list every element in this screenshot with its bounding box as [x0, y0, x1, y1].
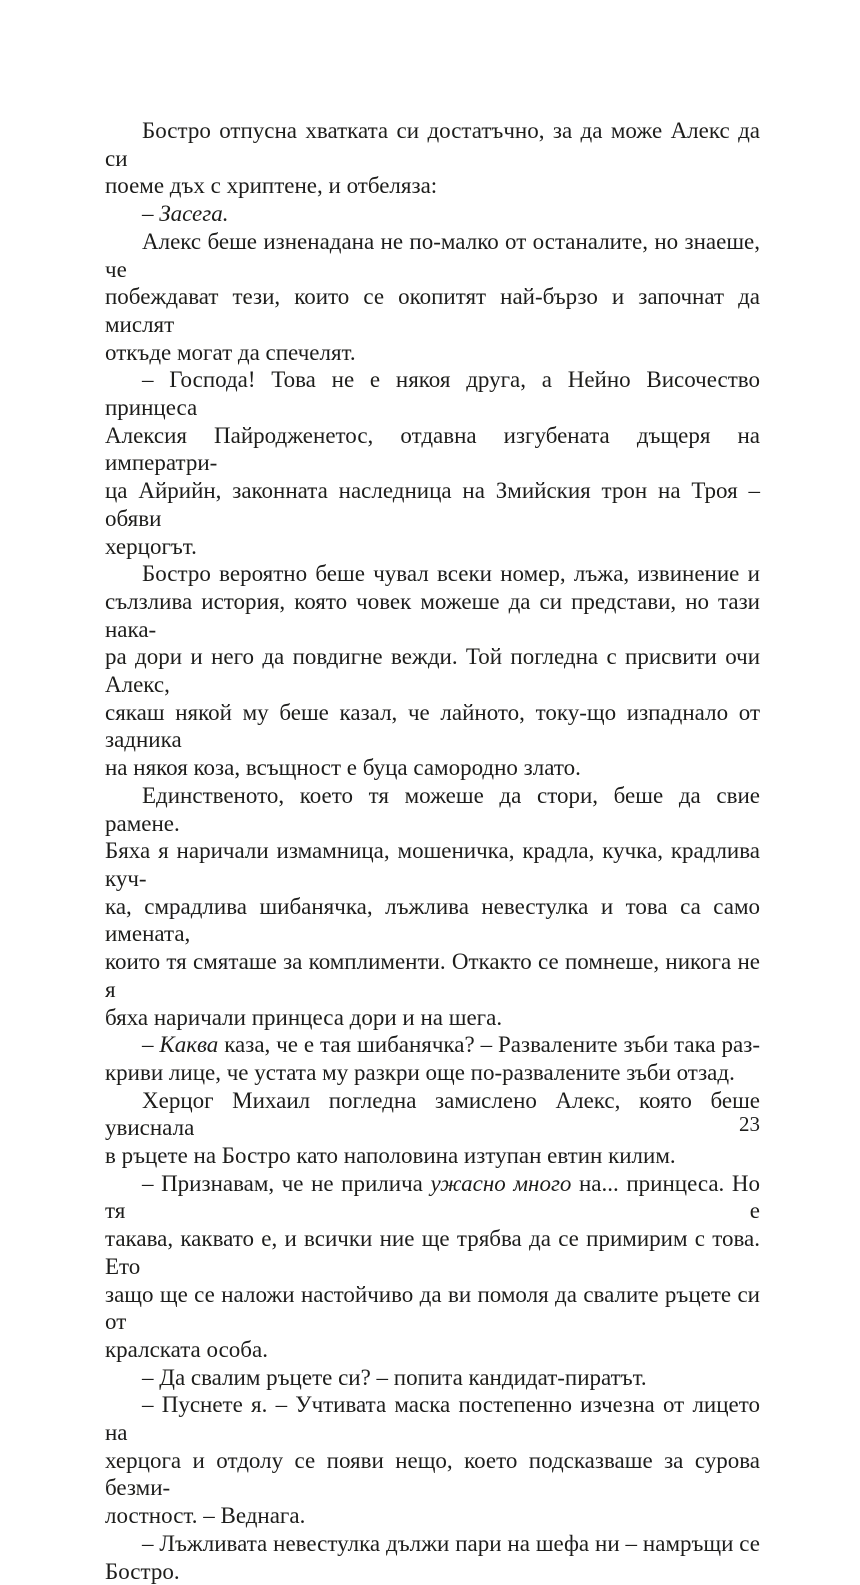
text-line	[105, 1364, 760, 1392]
text-line	[105, 339, 760, 367]
text-line	[105, 366, 760, 421]
text-line	[105, 200, 760, 228]
text-segment: кралската особа.	[105, 1336, 268, 1362]
text-segment: на... принцеса. Но тя е	[105, 1170, 760, 1224]
text-segment: такава, каквато е, и всички ние ще трябва да се примирим с това. Ето	[105, 1226, 760, 1279]
text-segment: побеждават тези, които се окопитят най-бързо и започнат да мислят	[105, 284, 760, 337]
text-block	[105, 117, 760, 1585]
text-line	[105, 1059, 760, 1087]
text-line	[105, 172, 760, 200]
text-segment: на някоя коза, всъщност е буца самородно злато.	[105, 755, 581, 781]
text-line	[105, 1142, 760, 1170]
text-segment: херцога и отдолу се появи нещо, което подсказваше за сурова безми-	[105, 1447, 760, 1501]
text-segment: ка, смрадлива шибанячка, лъжлива невестулка и това са само имената,	[105, 893, 760, 947]
text-line	[105, 1225, 760, 1280]
text-segment: Бяха я наричали измамница, мошеничка, крадла, кучка, крадлива куч-	[105, 838, 760, 891]
text-segment: криви лице, че устата му разкри още по-развалените зъби отзад.	[105, 1059, 735, 1085]
text-segment: Бостро.	[105, 1558, 180, 1584]
text-segment: – Господа! Това не е някоя друга, а Нейно Височество принцеса	[105, 367, 760, 421]
text-line	[105, 837, 760, 892]
text-segment: в ръцете на Бостро като наполовина изтупан евтин килим.	[105, 1143, 676, 1169]
text-line	[105, 1170, 760, 1225]
text-line	[105, 643, 760, 698]
italic-text: Засега.	[159, 201, 229, 227]
text-segment: –	[142, 201, 160, 227]
text-segment: – Лъжливата невестулка дължи пари на шефа ни – намръщи се	[142, 1530, 760, 1556]
text-line	[105, 699, 760, 754]
italic-text: Каква	[159, 1032, 219, 1058]
text-line	[105, 1447, 760, 1502]
text-segment: Единственото, което тя можеше да стори, беше да свие рамене.	[105, 782, 760, 836]
text-line	[105, 1502, 760, 1530]
text-line	[105, 948, 760, 1003]
text-segment: защо ще се наложи настойчиво да ви помоля да свалите ръцете си от	[105, 1281, 760, 1335]
text-line	[105, 1391, 760, 1446]
text-line	[105, 283, 760, 338]
page-number: 23	[739, 1112, 760, 1136]
text-line	[105, 117, 760, 172]
text-line	[105, 1558, 760, 1585]
text-segment: ца Айрийн, законната наследница на Змийския трон на Троя – обяви	[105, 478, 760, 531]
text-line	[105, 228, 760, 283]
text-line	[105, 533, 760, 561]
text-segment: Бостро отпусна хватката си достатъчно, за да може Алекс да си	[105, 118, 760, 171]
text-line	[105, 1031, 760, 1059]
text-segment: откъде могат да спечелят.	[105, 339, 356, 365]
text-line	[105, 893, 760, 948]
text-line	[105, 1004, 760, 1032]
text-segment: – Признавам, че не прилича	[142, 1170, 431, 1196]
text-segment: които тя смяташе за комплименти. Откакто се помнеше, никога не я	[105, 949, 760, 1002]
text-line	[105, 754, 760, 782]
italic-text: ужасно много	[430, 1170, 572, 1196]
text-segment: сълзлива история, която човек можеше да си представи, но тази нака-	[105, 588, 760, 642]
text-line	[105, 1281, 760, 1336]
text-segment: Бостро вероятно беше чувал всеки номер, лъжа, извинение и	[142, 561, 760, 587]
text-line	[105, 1336, 760, 1364]
text-segment: Алекс беше изненадана не по-малко от останалите, но знаеше, че	[105, 228, 760, 282]
text-segment: – Да свалим ръцете си? – попита кандидат-пиратът.	[142, 1364, 647, 1390]
text-line	[105, 588, 760, 643]
text-segment: Херцог Михаил погледна замислено Алекс, която беше увиснала	[105, 1087, 760, 1141]
text-line	[105, 422, 760, 477]
text-segment: ра дори и него да повдигне вежди. Той погледна с присвити очи Алекс,	[105, 644, 760, 698]
text-segment: Алексия Пайродженетос, отдавна изгубената дъщеря на императри-	[105, 422, 760, 476]
text-segment: каза, че е тая шибанячка? – Развалените зъби така раз-	[218, 1032, 760, 1058]
text-line	[105, 782, 760, 837]
text-segment: поеме дъх с хриптене, и отбеляза:	[105, 173, 438, 199]
text-segment: сякаш някой му беше казал, че лайното, току-що изпаднало от задника	[105, 699, 760, 753]
text-line	[105, 560, 760, 588]
text-line	[105, 477, 760, 532]
text-segment: – Пуснете я. – Учтивата маска постепенно изчезна от лицето на	[105, 1392, 760, 1446]
text-segment: херцогът.	[105, 533, 197, 559]
text-segment: –	[142, 1032, 160, 1058]
text-segment: лостност. – Веднага.	[105, 1503, 306, 1529]
text-segment: бяха наричали принцеса дори и на шега.	[105, 1004, 503, 1030]
text-line	[105, 1530, 760, 1558]
